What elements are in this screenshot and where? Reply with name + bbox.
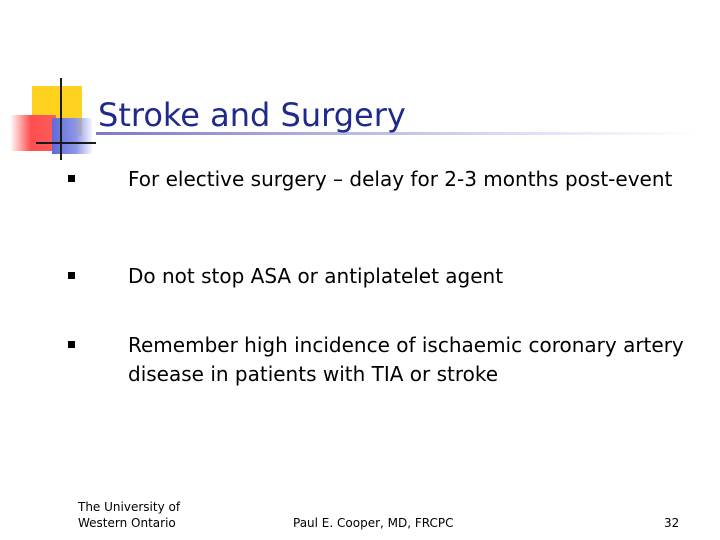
bullet-text: Do not stop ASA or antiplatelet agent xyxy=(128,264,504,288)
footer-author: Paul E. Cooper, MD, FRCPC xyxy=(293,516,454,530)
bullet-text: Remember high incidence of ischaemic coronary artery disease in patients with TIA or stroke xyxy=(128,333,684,386)
slide-title: Stroke and Surgery xyxy=(98,96,406,134)
page-number: 32 xyxy=(664,516,680,530)
vertical-line-decoration xyxy=(60,78,62,160)
bullet-text: For elective surgery – delay for 2-3 months post-event xyxy=(128,167,673,191)
footer-institution-line2: Western Ontario xyxy=(78,516,176,530)
red-square-decoration xyxy=(10,115,56,151)
footer-institution xyxy=(78,499,180,531)
footer-institution-line1: The University of xyxy=(78,500,181,514)
square-bullet-icon xyxy=(68,341,75,348)
blue-square-decoration xyxy=(52,118,92,154)
square-bullet-icon xyxy=(68,175,75,182)
square-bullet-icon xyxy=(68,272,75,279)
horizontal-line-decoration xyxy=(36,142,96,144)
